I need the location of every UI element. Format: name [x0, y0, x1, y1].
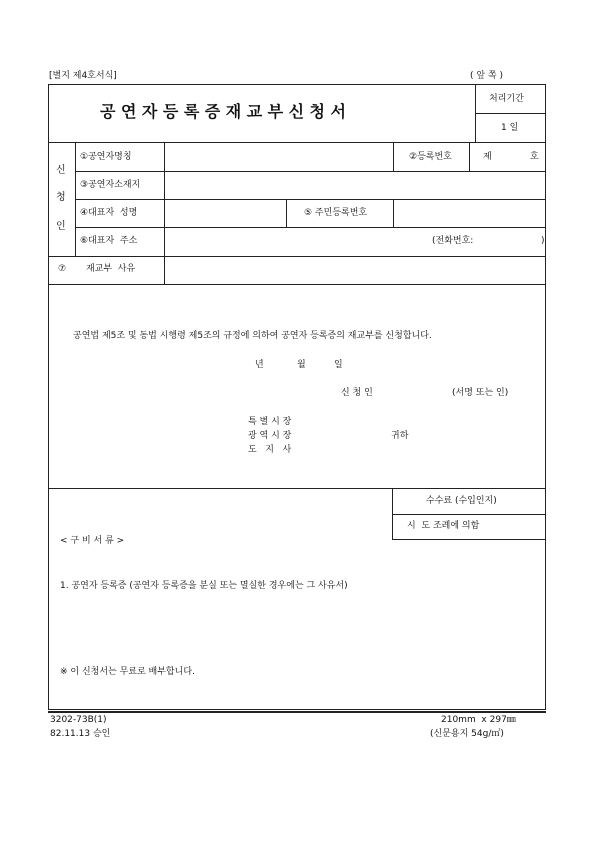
rep-address-label: ⑥대표자 주소 [80, 236, 138, 246]
rep-address-field[interactable] [165, 228, 425, 255]
paper-type: (신문용지 54g/㎡) [430, 729, 504, 739]
rep-name-field[interactable] [165, 200, 285, 226]
body-bottom-rule [48, 488, 546, 489]
reg-no-prefix: 제 [483, 152, 492, 162]
recipient-1: 특 별 시 장 [248, 417, 292, 427]
address-label: ③공연자소재지 [80, 180, 141, 190]
name-label: ①공연자명칭 [80, 152, 132, 162]
reason-field[interactable] [165, 257, 545, 283]
date-month: 월 [297, 360, 306, 370]
page-side: ( 앞 쪽 ) [470, 71, 503, 81]
fee-divider [392, 514, 546, 515]
processing-value: 1 일 [501, 123, 519, 133]
row3-divider-a [286, 199, 287, 227]
fee-value: 시 도 조례에 의함 [407, 521, 480, 531]
form-title: 공연자등록증재교부신청서 [100, 102, 352, 121]
processing-divider [475, 113, 546, 114]
address-field[interactable] [165, 172, 545, 198]
applicant-group-char-2: 청 [56, 192, 66, 203]
applicant-sign-label: 신 청 인 [341, 388, 373, 398]
applicant-group-char-3: 인 [56, 221, 66, 232]
document-item-1: 1. 공연자 등록증 (공연자 등록증을 분실 또는 멸실한 경우에는 그 사유서) [60, 581, 348, 591]
form-code: 3202-73B(1) [50, 715, 107, 725]
resident-no-field[interactable] [394, 200, 545, 226]
free-distribution-note: ※ 이 신청서는 무료로 배부합니다. [60, 667, 195, 677]
approval-date: 82.11.13 승인 [50, 729, 111, 739]
phone-close: ) [541, 236, 545, 246]
sign-note: (서명 또는 인) [452, 388, 509, 398]
paper-size: 210mm x 297㎜ [441, 715, 516, 725]
name-field[interactable] [165, 143, 393, 170]
fee-bottom-rule [392, 539, 546, 540]
reg-no-label: ②등록번호 [409, 152, 452, 162]
recipient-3: 도 지 사 [248, 445, 292, 455]
recipient-2: 광 역 시 장 [248, 431, 292, 441]
date-day: 일 [334, 360, 343, 370]
resident-no-label: ⑤ 주민등록번호 [304, 208, 368, 218]
honorific: 귀하 [391, 431, 409, 441]
form-number: [별지 제4호서식] [49, 71, 117, 81]
processing-label: 처리기간 [489, 94, 524, 104]
phone-label: (전화번호: [432, 236, 474, 246]
row1-divider-a [393, 142, 394, 171]
rep-name-label: ④대표자 성명 [80, 208, 138, 218]
fee-label: 수수료 (수입인지) [426, 496, 497, 506]
reason-number: ⑦ [58, 264, 67, 274]
documents-heading: < 구 비 서 류 > [60, 536, 125, 546]
statement-text: 공연법 제5조 및 동법 시행령 제5조의 규정에 의하여 공연자 등록증의 재교부를 신청합니다. [73, 331, 432, 341]
date-year: 년 [255, 360, 264, 370]
reg-no-suffix: 호 [530, 152, 539, 162]
form-bottom-rule [48, 711, 546, 713]
reason-bottom-rule [48, 284, 546, 285]
reason-label: 재교부 사유 [86, 264, 136, 274]
applicant-group-char-1: 신 [56, 165, 66, 176]
